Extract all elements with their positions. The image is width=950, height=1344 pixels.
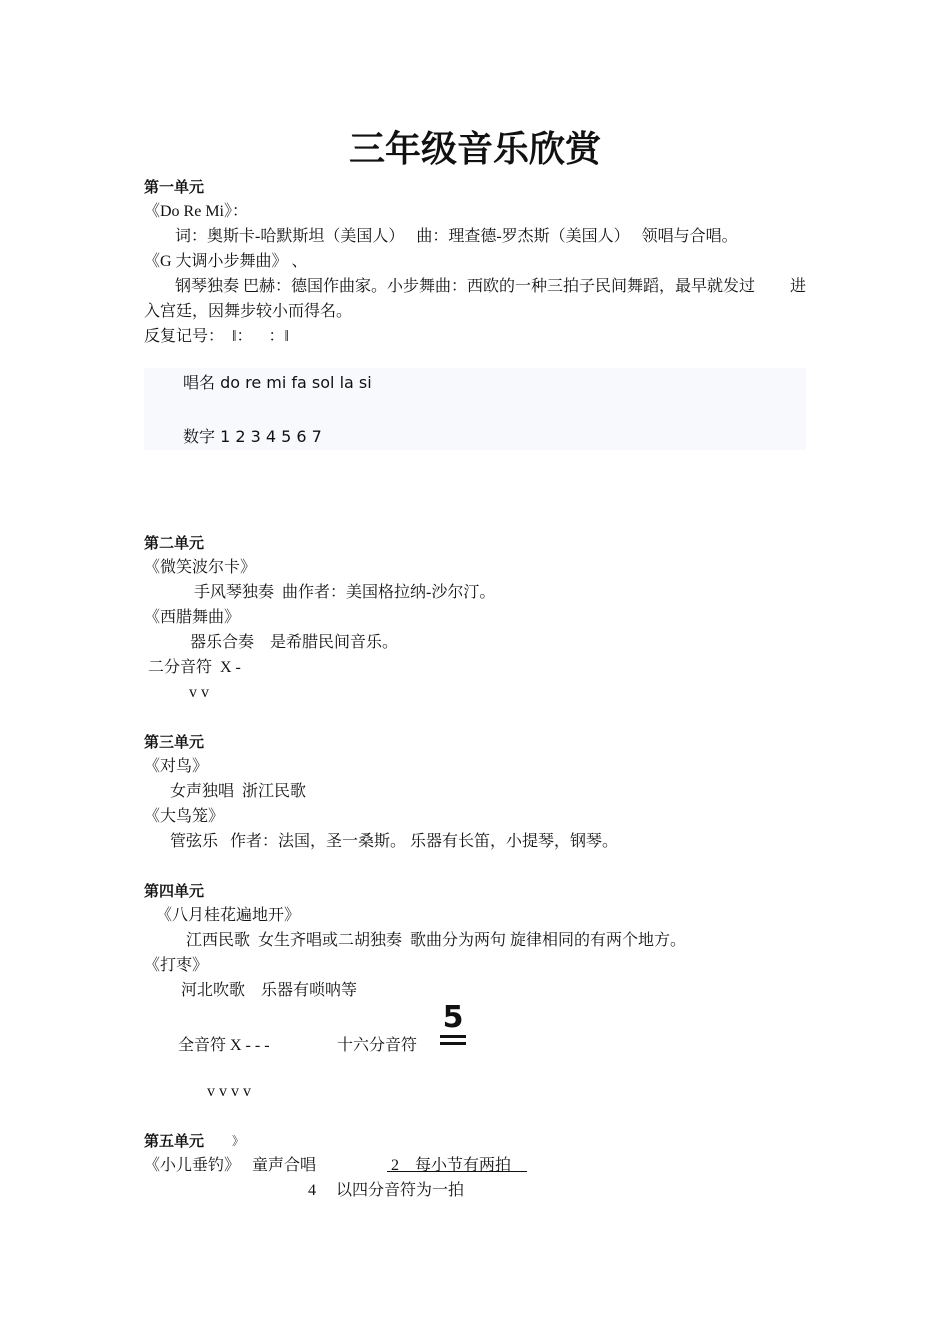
unit4-song2-title: 《打枣》 — [144, 957, 209, 974]
half-note-marks: v v — [189, 684, 209, 701]
unit3-song1-title: 《对鸟》 — [144, 758, 209, 775]
whole-note-line: 全音符 X - - - — [178, 1037, 270, 1054]
unit5-song1-title: 《小儿垂钓》 童声合唱 — [144, 1157, 317, 1174]
unit3-heading: 第三单元 — [144, 733, 205, 751]
repeat-sign-line: 反复记号： ‖： ：‖ — [144, 328, 289, 345]
unit2-song1-title: 《微笑波尔卡》 — [144, 559, 257, 576]
unit2-song2-detail: 器乐合奏 是希腊民间音乐。 — [190, 634, 399, 651]
time-signature-top — [387, 1156, 527, 1176]
unit3-song1-detail: 女声独唱 浙江民歌 — [170, 783, 307, 800]
page-title: 三年级音乐欣赏 — [348, 128, 601, 170]
unit4-song1-title: 《八月桂花遍地开》 — [156, 907, 301, 924]
unit2-song2-title: 《西腊舞曲》 — [144, 609, 241, 626]
unit1-song2-title: 《G 大调小步舞曲》 、 — [144, 253, 308, 270]
half-note-line: 二分音符 X - — [148, 659, 241, 676]
unit5-heading: 第五单元 — [144, 1132, 205, 1150]
unit4-song2-detail: 河北吹歌 乐器有唢呐等 — [181, 982, 358, 999]
whole-note-marks: v v v v — [207, 1083, 251, 1100]
sixteenth-underline-1 — [440, 1035, 466, 1038]
solfege-line: 唱名 do re mi fa sol la si — [183, 373, 372, 392]
unit1-song2-detail-c: 入宫廷，因舞步较小而得名。 — [144, 303, 353, 320]
unit3-song2-detail: 管弦乐 作者：法国，圣一桑斯。 乐器有长笛，小提琴，钢琴。 — [170, 833, 619, 850]
unit1-song2-detail-b: 进 — [790, 278, 807, 295]
unit2-song1-detail: 手风琴独奏 曲作者：美国格拉纳-沙尔汀。 — [194, 584, 496, 601]
unit2-heading: 第二单元 — [144, 534, 205, 552]
unit1-song1-title: 《Do Re Mi》： — [144, 203, 249, 220]
time-signature-bottom — [308, 1181, 464, 1201]
unit1-heading: 第一单元 — [144, 178, 205, 196]
unit4-song1-detail: 江西民歌 女生齐唱或二胡独奏 歌曲分为两句 旋律相同的有两个地方。 — [186, 932, 687, 949]
sixteenth-underline-2 — [440, 1042, 466, 1045]
unit1-song2-detail-a: 钢琴独奏 巴赫：德国作曲家。小步舞曲：西欧的一种三拍子民间舞蹈，最早就发过 — [175, 278, 756, 295]
sixteenth-note-symbol: 5 — [442, 1000, 464, 1035]
time-bottom-text: 以四分音符为一拍 — [336, 1182, 465, 1199]
unit4-heading: 第四单元 — [144, 882, 205, 900]
time-top-number: 2 — [391, 1157, 399, 1174]
unit5-heading-mark: 》 — [232, 1134, 245, 1148]
solfege-box — [144, 368, 806, 450]
time-bottom-number: 4 — [308, 1182, 316, 1199]
unit1-song1-detail: 词：奥斯卡-哈默斯坦（美国人） 曲：理查德-罗杰斯（美国人） 领唱与合唱。 — [175, 228, 738, 245]
numbers-line: 数字 1 2 3 4 5 6 7 — [183, 427, 322, 446]
time-top-text: 每小节有两拍 — [415, 1157, 512, 1174]
unit3-song2-title: 《大鸟笼》 — [144, 808, 225, 825]
sixteenth-note-label: 十六分音符 — [337, 1037, 418, 1054]
